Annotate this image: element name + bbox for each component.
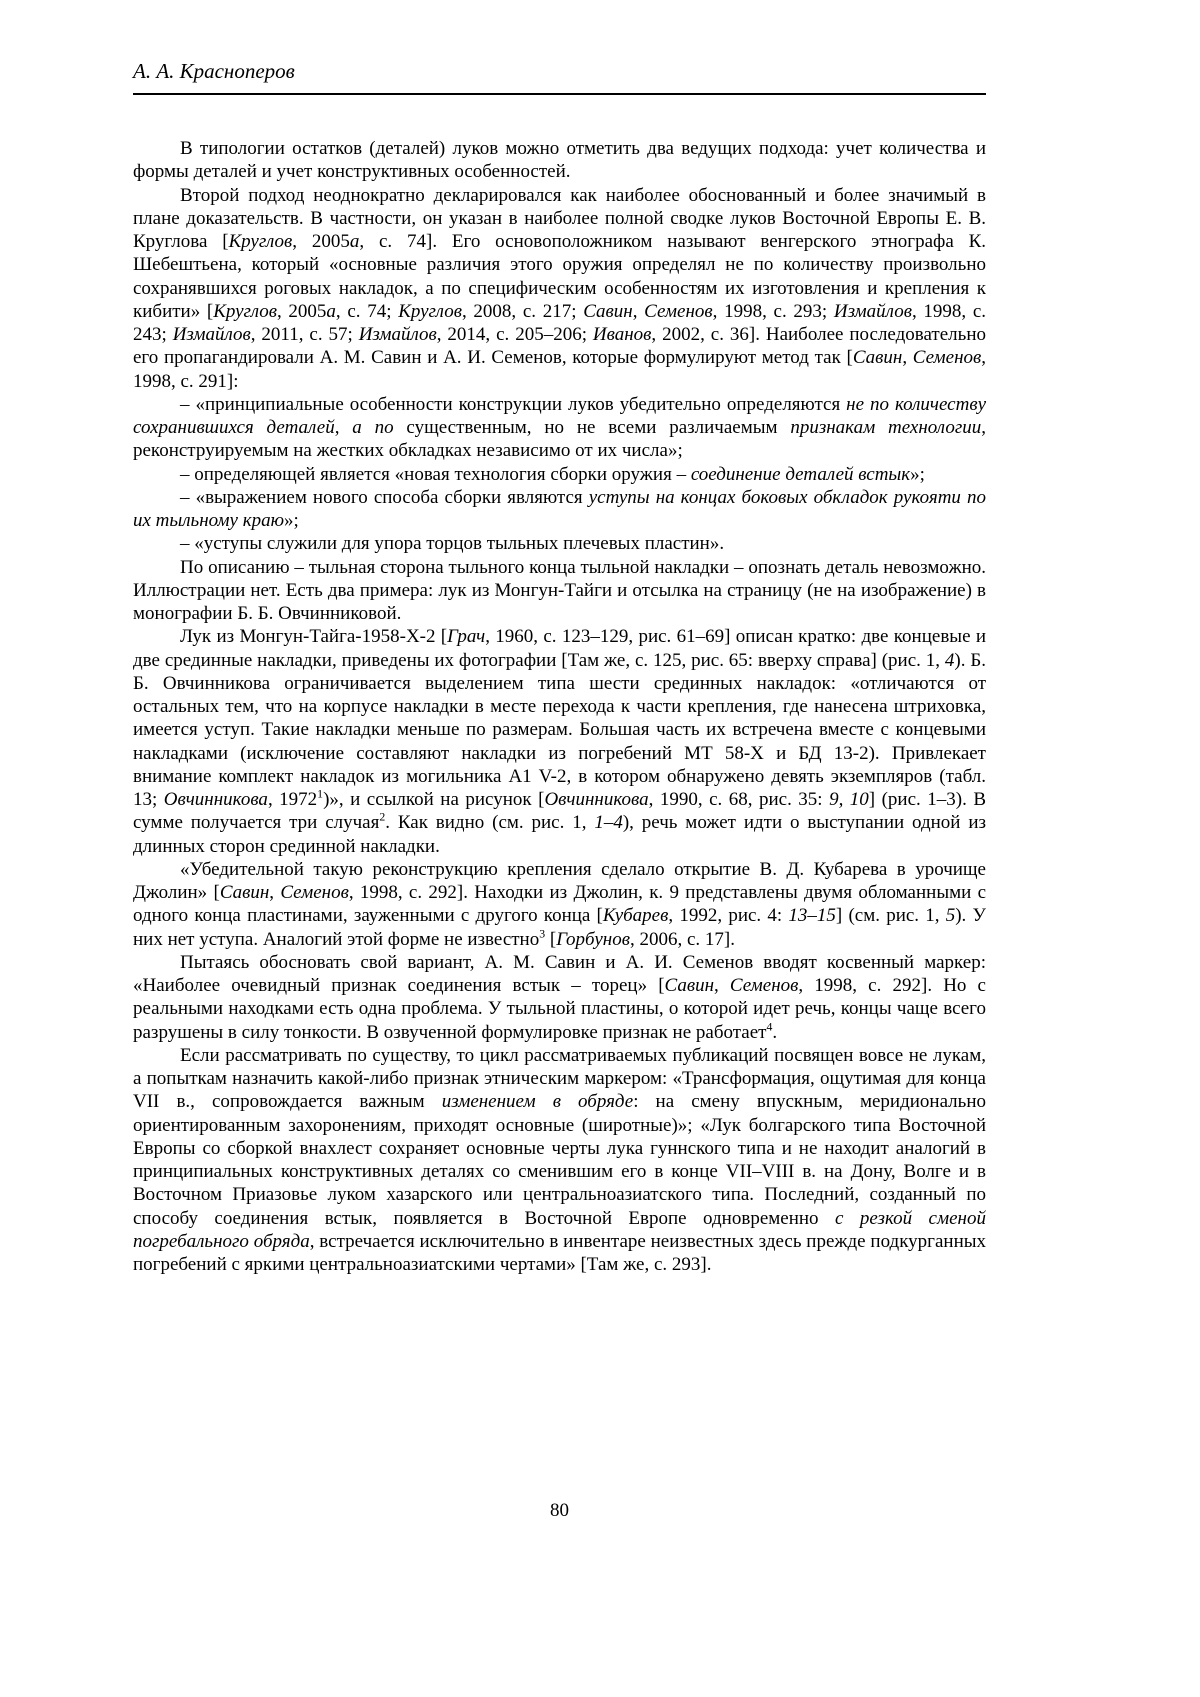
text-run: Пытаясь обосновать свой вариант, А. М. Савин и А. И. Семенов вводят косвенный маркер: «Наиболее очевидный признак соединения встык – торец» [ bbox=[133, 951, 986, 996]
italic-run: Измайлов bbox=[833, 300, 912, 322]
text-run: ] (см. рис. 1, bbox=[835, 905, 946, 927]
text-run: ). У них нет уступа. Аналогий этой форме не известно bbox=[133, 905, 986, 950]
page-content bbox=[133, 58, 986, 1276]
text-run: В типологии остатков (деталей) луков можно отметить два ведущих подхода: учет количества и формы деталей и учет конструктивных особенностей. bbox=[133, 138, 986, 183]
text-run: – «принципиальные особенности конструкции луков убедительно определяются bbox=[180, 393, 847, 415]
text-run: , 2006, с. 17]. bbox=[629, 928, 735, 950]
text-run: ), речь может идти о выступании одной из длинных сторон срединной накладки. bbox=[133, 812, 986, 857]
page-footer bbox=[133, 1500, 986, 1522]
italic-run: изменением в обряде bbox=[441, 1091, 634, 1113]
italic-run: Овчинникова bbox=[544, 789, 649, 810]
italic-run: соединение деталей встык bbox=[690, 463, 911, 485]
italic-run: Савин bbox=[219, 882, 270, 903]
italic-run: Семенов bbox=[280, 882, 349, 903]
italic-run: с резкой сменой погребального обряда bbox=[133, 1207, 986, 1252]
text-run: , 2011, с. 57; bbox=[250, 324, 359, 345]
text-run: »; bbox=[910, 463, 925, 485]
footnote-marker: 3 bbox=[539, 927, 546, 941]
paragraph bbox=[133, 625, 986, 858]
text-run: . bbox=[772, 1021, 778, 1043]
author-name: А. А. Красноперов bbox=[133, 59, 295, 83]
italic-run: Семенов bbox=[729, 975, 799, 996]
text-run: , 2005 bbox=[276, 300, 327, 322]
footnote-marker: 1 bbox=[317, 787, 324, 801]
text-run: существенным, но не всеми различаемым bbox=[393, 417, 791, 438]
text-run: , с. 74; bbox=[335, 300, 399, 322]
italic-run: Иванов bbox=[592, 324, 652, 345]
text-run: : на смену впускным, меридионально ориентированным захоронениям, приходят основные (широтные)»; «Лук болгарского типа Восточной Европы со сборкой внахлест сохраняет основные черты лука гуннского типа и не находит аналогий в принципиальных конструктивных деталях со сменившим его в конце VII–VIII в. на Дону, Волге и в Восточном Приазовье луком хазарского или центральноазиатского типа. Последний, созданный по способу соединения встык, появляется в Восточной Европе одновременно bbox=[133, 1091, 986, 1229]
italic-run: а по bbox=[352, 417, 394, 438]
text-run: , 1960, с. 123–129, рис. 61–69] описан кратко: две концевые и две срединные накладки, приведены их фотографии [Там же, с. 125, рис. 65: вверху справа] (рис. 1, bbox=[133, 626, 986, 671]
text-run: , 1998, с. 293; bbox=[712, 300, 834, 322]
text-run: , bbox=[334, 417, 353, 438]
italic-run: Семенов bbox=[644, 300, 713, 322]
text-run: , bbox=[269, 882, 281, 903]
italic-run: а bbox=[326, 300, 336, 322]
text-run: , 1992, рис. 4: bbox=[668, 905, 789, 927]
text-run: »; bbox=[284, 510, 299, 531]
italic-run: Семенов bbox=[912, 347, 982, 369]
text-run: По описанию – тыльная сторона тыльного конца тыльной накладки – опознать деталь невозможно. Иллюстрации нет. Есть два примера: лук из Монгун-Тайги и отсылка на страницу (не на изображение) в монографии Б. Б. Овчинниковой. bbox=[133, 556, 986, 624]
italic-run: Измайлов bbox=[358, 324, 437, 345]
text-run: – «уступы служили для упора торцов тыльных плечевых пластин». bbox=[180, 533, 725, 555]
text-run: , реконструируемым на жестких обкладках независимо от их числа»; bbox=[133, 417, 986, 462]
paragraph bbox=[133, 858, 986, 951]
paragraph bbox=[133, 532, 986, 555]
text-run: , 2008, с. 217; bbox=[461, 300, 584, 322]
italic-run: а bbox=[349, 231, 360, 252]
text-run: , 2014, с. 205–206; bbox=[436, 324, 593, 345]
paragraph bbox=[133, 556, 986, 626]
text-run: ). Б. Б. Овчинникова ограничивается выделением типа шести срединных накладок: «отличаются от остальных тем, что на корпусе накладки в месте перехода к части крепления, где нанесена штриховка, имеется уступ. Такие накладки меньше по размерам. Большая часть их встречена вместе с концевыми накладками (исключение составляют накладки из погребений МТ 58-Х и БД 13-2). Привлекает внимание комплект накладок из могильника А1 V-2, в котором обнаружено девять экземпляров (табл. 13; bbox=[133, 649, 986, 810]
text-run: , 1998, с. 292]. Находки из Джолин, к. 9 представлены двумя обломанными с одного конца пластинами, зауженными с другого конца [ bbox=[133, 882, 987, 927]
italic-run: 5 bbox=[945, 905, 956, 927]
paragraph bbox=[133, 393, 986, 463]
text-run: , 1998, с. 243; bbox=[133, 300, 987, 345]
text-run: , bbox=[632, 300, 645, 322]
italic-run: признакам технологии bbox=[790, 417, 982, 438]
page-number: 80 bbox=[550, 1500, 569, 1521]
text-run: Лук из Монгун-Тайга-1958-Х-2 [ bbox=[180, 626, 448, 648]
paragraph bbox=[133, 486, 986, 533]
paragraph bbox=[133, 463, 986, 486]
italic-run: Грач bbox=[447, 626, 486, 648]
text-run: , 2005 bbox=[292, 231, 350, 252]
italic-run: 13–15 bbox=[788, 905, 836, 927]
italic-run: не по количеству сохранившихся деталей bbox=[133, 393, 986, 438]
text-run: Если рассматривать по существу, то цикл рассматриваемых публикаций посвящен вовсе не лукам, а попыткам назначить какой-либо признак этническим маркером: «Трансформация, ощутимая для конца VII в., сопровождается важным bbox=[133, 1044, 986, 1113]
italic-run: Савин bbox=[583, 300, 633, 322]
text-run: «Убедительной такую реконструкцию крепления сделало открытие В. Д. Кубарева в урочище Джолин» [ bbox=[133, 858, 986, 903]
text-run: , встречается исключительно в инвентаре неизвестных здесь прежде подкурганных погребений с яркими центральноазиатскими чертами» [Там же, с. 293]. bbox=[133, 1230, 986, 1275]
italic-run: Горбунов bbox=[556, 928, 630, 950]
paragraph bbox=[133, 951, 986, 1044]
paragraph bbox=[133, 184, 986, 393]
text-run: – определяющей является «новая технология сборки оружия – bbox=[180, 463, 691, 485]
text-run: , 1990, с. 68, рис. 35: bbox=[648, 789, 830, 810]
text-run: Второй подход неоднократно декларировался как наиболее обоснованный и более значимый в плане доказательств. В частности, он указан в наиболее полной сводке луков Восточной Европы Е. В. Круглова [ bbox=[133, 184, 986, 252]
footnote-marker: 2 bbox=[379, 810, 386, 824]
italic-run: Измайлов bbox=[172, 324, 251, 345]
italic-run: 4 bbox=[944, 649, 955, 671]
text-run: , bbox=[902, 347, 913, 369]
text-run: , с. 74]. Его основоположником называют венгерского этнографа К. Шебештьена, который «основные различия этого оружия определял не по количеству произвольно сохранявшихся роговых накладок, а по специфическим особенностям их изготовления и крепления к кибити» [ bbox=[133, 231, 987, 322]
italic-run: Савин bbox=[852, 347, 903, 369]
italic-run: уступы на концах боковых обкладок рукояти по их тыльному краю bbox=[133, 486, 986, 531]
italic-run: Круглов bbox=[228, 231, 293, 252]
text-run: – «выражением нового способа сборки являются bbox=[180, 486, 589, 508]
paragraph bbox=[133, 137, 986, 184]
paragraph bbox=[133, 1044, 986, 1277]
italic-run: 9, 10 bbox=[829, 789, 869, 810]
italic-run: 1–4 bbox=[594, 812, 623, 834]
text-run: [ bbox=[545, 928, 557, 950]
text-run: , 2002, с. 36]. Наиболее последовательно его пропагандировали А. М. Савин и А. И. Семенов, которые формулируют метод так [ bbox=[133, 324, 986, 369]
text-run: )», и ссылкой на рисунок [ bbox=[323, 789, 545, 810]
italic-run: Круглов bbox=[213, 300, 277, 322]
footnote-marker: 4 bbox=[766, 1020, 773, 1034]
text-run: ] (рис. 1–3). В сумме получается три случая bbox=[133, 789, 986, 834]
text-run: , 1998, с. 291]: bbox=[133, 347, 987, 392]
italic-run: Круглов bbox=[398, 300, 462, 322]
italic-run: Савин bbox=[664, 975, 715, 996]
italic-run: Кубарев bbox=[602, 905, 669, 927]
running-header bbox=[133, 58, 986, 95]
body-text bbox=[133, 137, 986, 1276]
text-run: , 1998, с. 292]. Но с реальными находками есть одна проблема. У тыльной пластины, о которой идет речь, концы чаще всего разрушены в силу тонкости. В озвученной формулировке признак не работает bbox=[133, 975, 986, 1043]
text-run: , bbox=[714, 975, 730, 996]
text-run: , 1972 bbox=[267, 789, 318, 810]
italic-run: Овчинникова bbox=[163, 789, 268, 810]
text-run: . Как видно (см. рис. 1, bbox=[385, 812, 595, 834]
